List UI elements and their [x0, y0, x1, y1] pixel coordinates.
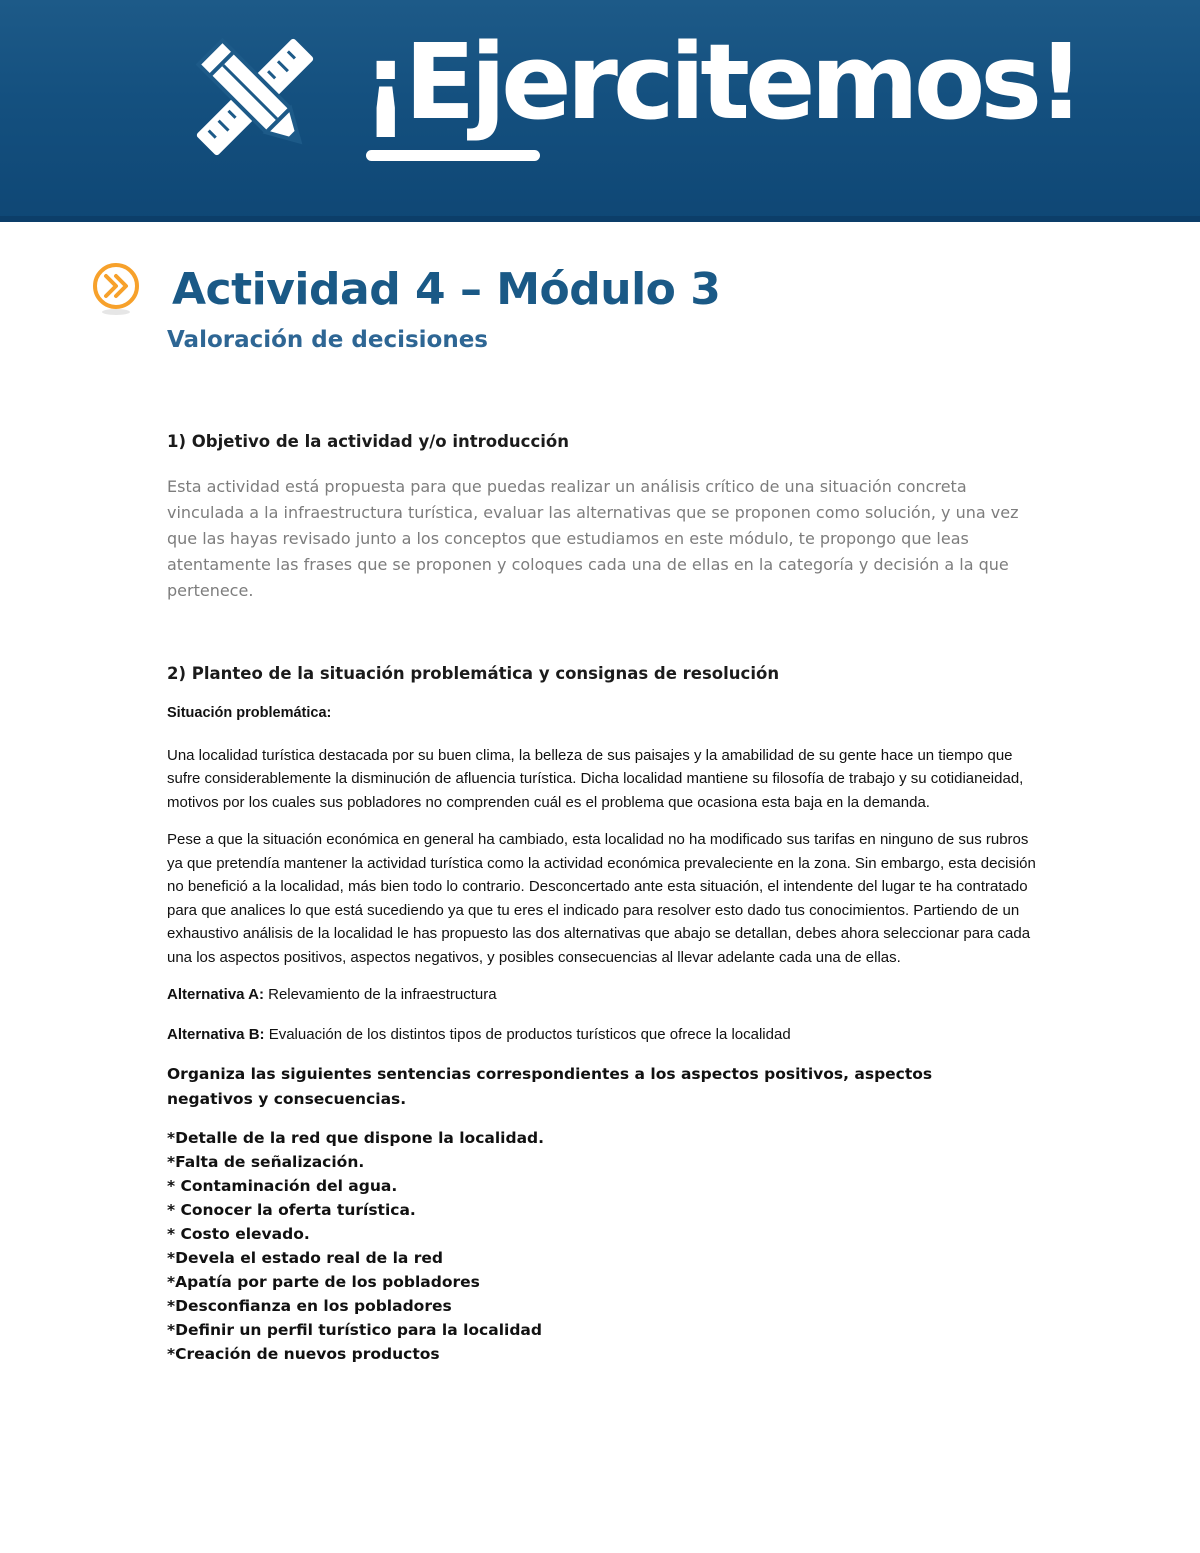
- alternative-a: [167, 983, 1047, 1007]
- situation-paragraph-1: Una localidad turística destacada por su buen clima, la belleza de sus paisajes y la amabilidad de su gente hace un tiempo que sufre considerablemente la disminución de afluencia turística. Dicha localidad mantiene su filosofía de trabajo y su cotidianeidad, motivos por los cuales sus pobladores no comprenden cuál es el problema que ocasiona esta baja en la demanda.: [167, 746, 1024, 811]
- list-item: *Creación de nuevos productos: [167, 1345, 440, 1363]
- list-item: * Conocer la oferta turística.: [167, 1201, 416, 1219]
- intro-paragraph: Esta actividad está propuesta para que puedas realizar un análisis crítico de una situación concreta vinculada a la infraestructura turística, evaluar las alternativas que se proponen como solución, y una vez que las hayas revisado junto a los conceptos que estudiamos en este módulo, te propongo que leas atentamente las frases que se proponen y coloques cada una de ellas en la categoría y decisión a la que pertenece.: [167, 477, 1019, 600]
- sentence-list: [167, 1126, 1047, 1366]
- banner-bottom-edge: [0, 216, 1200, 222]
- list-item: *Apatía por parte de los pobladores: [167, 1273, 480, 1291]
- document-body: [167, 430, 1047, 1366]
- section-heading-objective: 1) Objetivo de la actividad y/o introducción: [167, 432, 569, 451]
- alternative-a-label: Alternativa A:: [167, 986, 264, 1003]
- double-chevron-circle-icon: [90, 262, 142, 318]
- list-item: *Desconfianza en los pobladores: [167, 1297, 452, 1315]
- header-banner: [0, 0, 1200, 222]
- list-item: *Detalle de la red que dispone la localidad.: [167, 1129, 545, 1147]
- page-subtitle: Valoración de decisiones: [167, 327, 489, 353]
- alternative-b-text: Evaluación de los distintos tipos de productos turísticos que ofrece la localidad: [264, 1025, 791, 1043]
- section-heading-situation: 2) Planteo de la situación problemática y consignas de resolución: [167, 664, 780, 683]
- ruler-pencil-icon: [190, 30, 320, 165]
- page-title: Actividad 4 – Módulo 3: [172, 264, 721, 315]
- banner-title-underline: [366, 150, 540, 161]
- alternative-a-text: Relevamiento de la infraestructura: [263, 986, 497, 1003]
- alternative-b-label: Alternativa B:: [167, 1025, 265, 1043]
- list-item: *Falta de señalización.: [167, 1153, 365, 1171]
- situation-paragraph-2: Pese a que la situación económica en general ha cambiado, esta localidad no ha modificado sus tarifas en ninguno de sus rubros ya que pretendía mantener la actividad turística como la actividad económica prevaleciente en la zona. Sin embargo, esta decisión no benefició a la localidad, más bien todo lo contrario. Desconcertado ante esta situación, el intendente del lugar te ha contratado para que analices lo que está sucediendo ya que tu eres el indicado para resolver esto dado tus conocimientos. Partiendo de un exhaustivo análisis de la localidad le has propuesto las dos alternativas que abajo se detallan, debes ahora seleccionar para cada una los aspectos positivos, aspectos negativos, y posibles consecuencias al llevar adelante cada una de ellas.: [167, 831, 1036, 966]
- list-item: * Costo elevado.: [167, 1225, 310, 1243]
- list-item: *Devela el estado real de la red: [167, 1249, 443, 1267]
- alternative-b: [167, 1023, 1047, 1047]
- situation-label: Situación problemática:: [167, 705, 332, 721]
- banner-title: ¡Ejercitemos!: [362, 21, 1080, 143]
- instructions: Organiza las siguientes sentencias correspondientes a los aspectos positivos, aspectos negativos y consecuencias.: [167, 1065, 933, 1108]
- list-item: *Definir un perfil turístico para la localidad: [167, 1321, 542, 1339]
- list-item: * Contaminación del agua.: [167, 1177, 398, 1195]
